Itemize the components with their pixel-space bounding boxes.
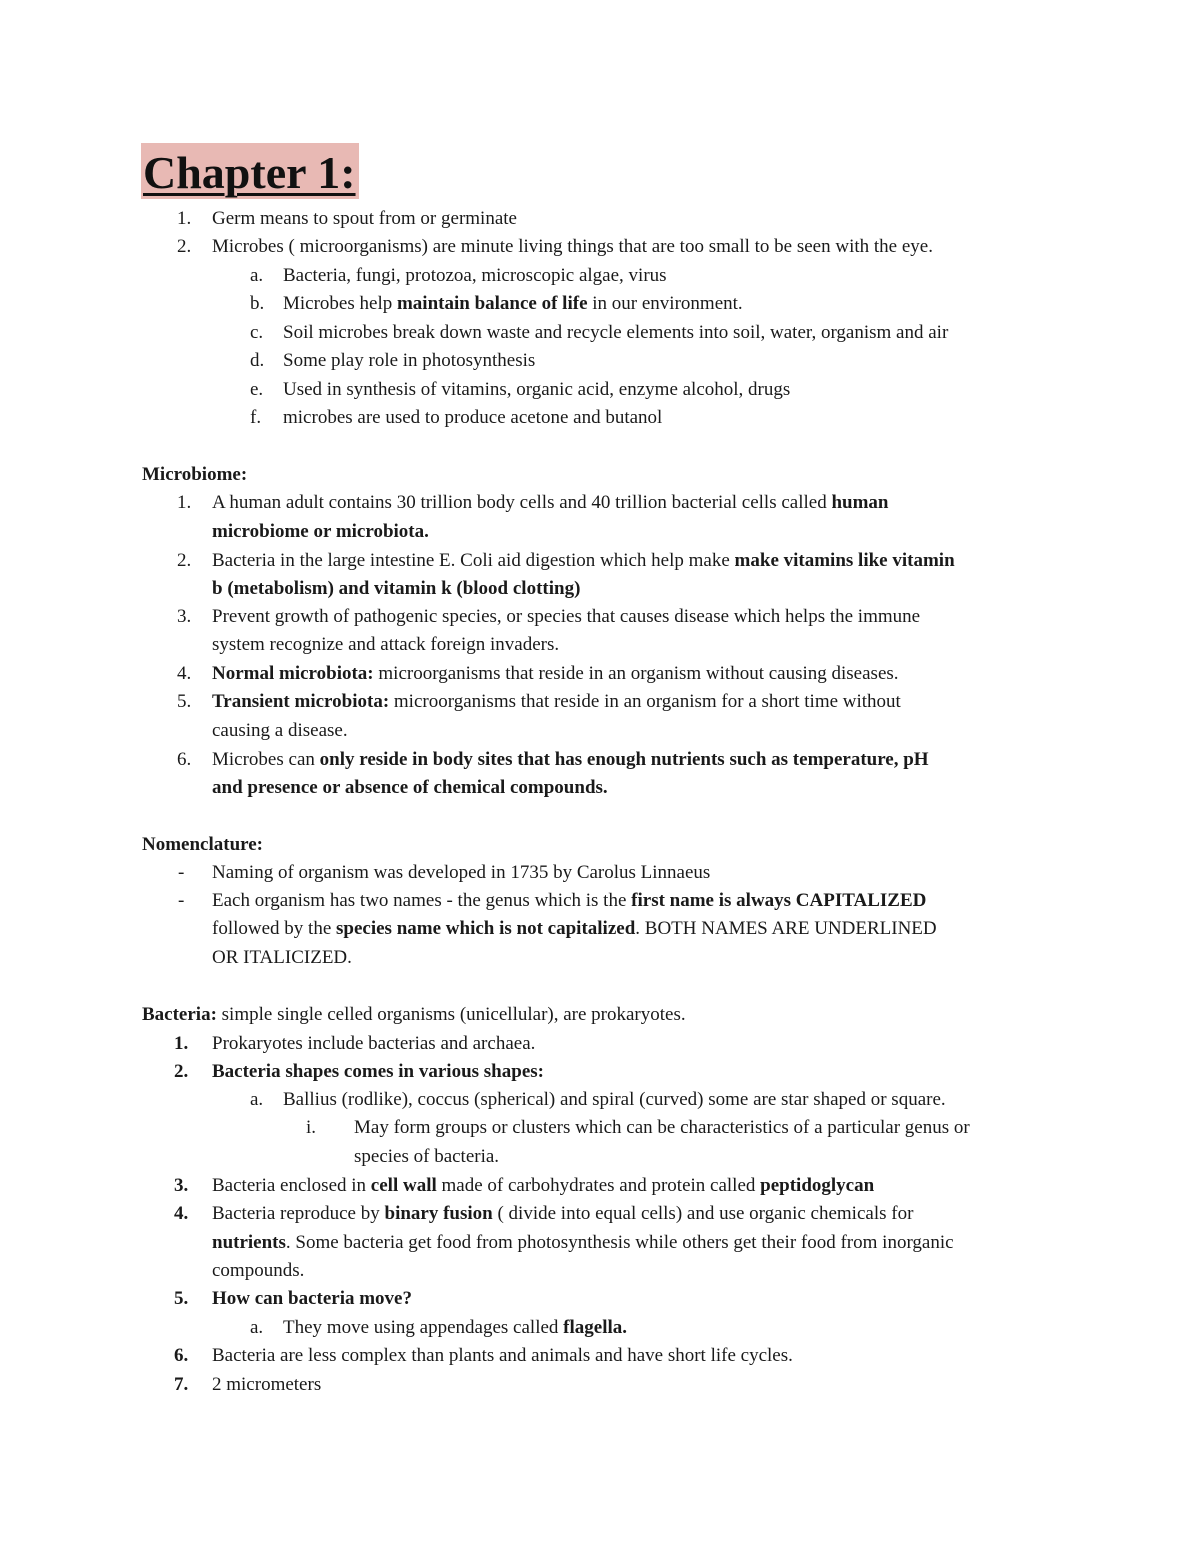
list-item-continuation: microbiome or microbiota. [212,521,429,542]
list-letter: c. [250,322,264,343]
list-number: 4. [174,1203,189,1224]
list-number: 5. [177,691,192,712]
bullet-item-continuation: followed by the species name which is not capitalized. BOTH NAMES ARE UNDERLINED [212,918,937,939]
list-item: Bacteria shapes comes in various shapes: [212,1061,544,1082]
list-item: Bacteria are less complex than plants and animals and have short life cycles. [212,1345,793,1366]
list-letter: d. [250,350,265,371]
list-item: Germ means to spout from or germinate [212,208,517,229]
list-letter: a. [250,1089,264,1110]
sublist-item: Microbes help maintain balance of life in our environment. [283,293,743,314]
list-item: Bacteria in the large intestine E. Coli aid digestion which help make make vitamins like vitamin [212,550,955,571]
list-number: 2. [177,236,192,257]
bullet-item: Each organism has two names - the genus which is the first name is always CAPITALIZED [212,890,927,911]
list-item: 2 micrometers [212,1374,322,1395]
list-letter: e. [250,379,264,400]
list-number: 2. [177,550,192,571]
list-item: Bacteria reproduce by binary fusion ( divide into equal cells) and use organic chemicals for [212,1203,914,1224]
sublist-item: Some play role in photosynthesis [283,350,536,371]
list-number: 2. [174,1061,189,1082]
section-heading-microbiome: Microbiome: [142,464,248,485]
bullet-dash: - [178,890,185,911]
list-letter: a. [250,265,264,286]
list-item-continuation: b (metabolism) and vitamin k (blood clotting) [212,578,581,599]
list-number: 5. [174,1288,189,1309]
list-item: Microbes can only reside in body sites that has enough nutrients such as temperature, pH [212,749,929,770]
list-roman: i. [306,1117,317,1138]
list-number: 1. [177,208,192,229]
list-letter: f. [250,407,262,428]
bullet-dash: - [178,862,185,883]
list-letter: b. [250,293,265,314]
list-number: 3. [174,1175,189,1196]
list-number: 1. [174,1033,189,1054]
list-number: 7. [174,1374,189,1395]
section-heading-bacteria: Bacteria: [142,1004,217,1025]
list-number: 6. [174,1345,189,1366]
sublist-item: Soil microbes break down waste and recycle elements into soil, water, organism and air [283,322,949,343]
list-number: 1. [177,492,192,513]
list-item: Transient microbiota: microorganisms that reside in an organism for a short time without [212,691,901,712]
sublist-item: Ballius (rodlike), coccus (spherical) and spiral (curved) some are star shaped or square. [283,1089,946,1110]
section-heading-nomenclature: Nomenclature: [142,834,264,855]
list-item: Microbes ( microorganisms) are minute living things that are too small to be seen with the eye. [212,236,933,257]
list-number: 6. [177,749,192,770]
list-number: 3. [177,606,192,627]
list-item: How can bacteria move? [212,1288,412,1309]
list-letter: a. [250,1317,264,1338]
chapter-title: Chapter 1: [141,143,359,199]
bacteria-intro: Bacteria: simple single celled organisms (unicellular), are prokaryotes. [142,1004,686,1025]
list-item-continuation: nutrients. Some bacteria get food from photosynthesis while others get their food from inorganic [212,1232,954,1253]
list-item-continuation: compounds. [212,1260,305,1281]
bullet-item-continuation: OR ITALICIZED. [212,947,352,968]
list-item: Prokaryotes include bacterias and archaea. [212,1033,536,1054]
list-item-continuation: system recognize and attack foreign invaders. [212,634,560,655]
list-item: A human adult contains 30 trillion body cells and 40 trillion bacterial cells called human [212,492,889,513]
list-item: Normal microbiota: microorganisms that reside in an organism without causing diseases. [212,663,899,684]
list-number: 4. [177,663,192,684]
sublist-item: Bacteria, fungi, protozoa, microscopic algae, virus [283,265,667,286]
list-item-continuation: causing a disease. [212,720,348,741]
subsublist-item-continuation: species of bacteria. [354,1146,500,1167]
sublist-item: Used in synthesis of vitamins, organic acid, enzyme alcohol, drugs [283,379,791,400]
list-item: Prevent growth of pathogenic species, or species that causes disease which helps the immune [212,606,921,627]
list-item: Bacteria enclosed in cell wall made of carbohydrates and protein called peptidoglycan [212,1175,875,1196]
list-item-continuation: and presence or absence of chemical compounds. [212,777,608,798]
sublist-item: They move using appendages called flagella. [283,1317,628,1338]
sublist-item: microbes are used to produce acetone and butanol [283,407,663,428]
subsublist-item: May form groups or clusters which can be characteristics of a particular genus or [354,1117,970,1138]
bullet-item: Naming of organism was developed in 1735 by Carolus Linnaeus [212,862,711,883]
